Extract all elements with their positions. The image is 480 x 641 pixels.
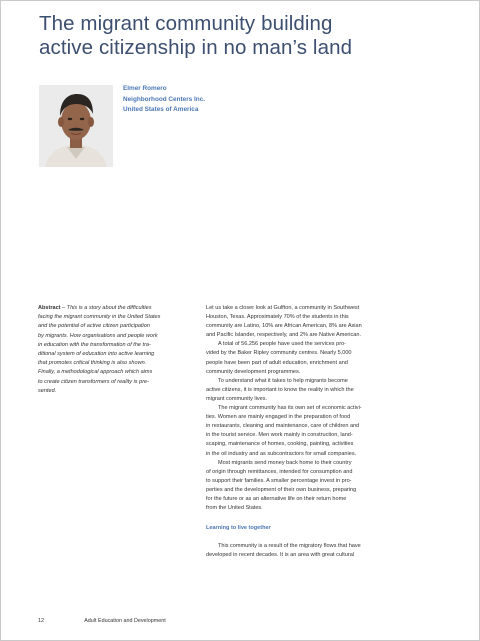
- body-line: ties. Women are mainly engaged in the preparation of food: [206, 414, 351, 421]
- body-line: for the future or as an alternative life on their return home: [206, 495, 347, 502]
- body-line: Most migrants send money back home to their country: [218, 459, 352, 466]
- abstract-line: that promotes critical thinking is also shown.: [38, 360, 147, 367]
- author-organization: Neighborhood Centers Inc.: [123, 95, 206, 103]
- abstract-line: Finally, a methodological approach which aims: [38, 369, 153, 376]
- author-country: United States of America: [123, 106, 199, 113]
- body-paragraph: [206, 542, 421, 560]
- page-number: 12: [38, 618, 44, 624]
- body-line: from the United States.: [206, 505, 263, 512]
- body-line: vided by the Baker Ripley community centres. Nearly 5,000: [206, 350, 352, 357]
- body-line: This community is a result of the migratory flows that have: [218, 543, 361, 550]
- body-line: in the oil industry and as subcontractors for small companies.: [206, 450, 357, 457]
- abstract-text: – This is a story about the difficulties: [60, 305, 152, 311]
- body-paragraph: [206, 340, 421, 376]
- article-title: [39, 12, 459, 60]
- body-paragraph: [206, 404, 421, 459]
- body-line: people have been part of adult education, enrichment and: [206, 359, 348, 366]
- title-line-1: The migrant community building: [39, 12, 333, 35]
- body-line: in restaurants, cleaning and maintenance, care of children and: [206, 423, 360, 430]
- body-line: perties and the development of their own business, preparing: [206, 486, 357, 493]
- page-footer: [38, 618, 166, 624]
- body-line: community development programmes.: [206, 368, 301, 375]
- body-line: scaping, maintenance of homes, cooking, painting, activities: [206, 441, 354, 448]
- body-line: community are Latino, 10% are African American, 8% are Asian: [206, 323, 362, 330]
- publication-name: Adult Education and Development: [84, 618, 166, 624]
- body-column: [206, 304, 421, 560]
- body-line: The migrant community has its own set of economic activi-: [218, 405, 362, 412]
- body-line: Let us take a closer look at Gulfton, a community in Southwest: [206, 305, 360, 311]
- body-line: active citizens, it is important to know the reality in which the: [206, 386, 354, 393]
- abstract-line: to create citizen transformers of reality is pre-: [38, 378, 149, 385]
- author-portrait-image: [39, 85, 113, 167]
- abstract-line: facing the migrant community in the United States: [38, 314, 161, 321]
- abstract-line: by migrants. How organisations and people work: [38, 332, 158, 339]
- author-info: [123, 84, 205, 116]
- body-line: and Pacific Islander, respectively, and 2% are Native American.: [206, 332, 361, 339]
- abstract-label: Abstract: [38, 305, 61, 311]
- abstract-line: sented.: [38, 387, 57, 394]
- author-name: Elmer Romero: [123, 85, 167, 92]
- body-paragraph: [206, 304, 421, 340]
- body-line: of origin through remittances, intended for consumption and: [206, 468, 353, 475]
- author-photo: [39, 85, 113, 167]
- body-paragraph: [206, 377, 421, 404]
- abstract-line: [38, 304, 197, 313]
- body-line: migrant community lives.: [206, 395, 268, 402]
- body-line: developed in recent decades. It is an area with great cultural: [206, 552, 355, 559]
- body-line: A total of 56,256 people have used the services pro-: [218, 341, 346, 348]
- abstract: [38, 304, 197, 396]
- body-line: To understand what it takes to help migrants become: [218, 377, 348, 384]
- abstract-line: and the potential of active citizen participation: [38, 323, 150, 330]
- body-paragraph: [206, 459, 421, 514]
- abstract-line: in education with the transformation of the tra-: [38, 341, 151, 348]
- title-line-2: active citizenship in no man’s land: [39, 36, 353, 59]
- body-line: Houston, Texas. Approximately 70% of the students in this: [206, 314, 349, 321]
- abstract-line: ditional system of education into active learning: [38, 351, 155, 358]
- body-line: in the tourist service. Men work mainly in construction, land-: [206, 432, 353, 439]
- body-line: to support their families. A smaller percentage invest in pro-: [206, 477, 352, 484]
- section-subheading: Learning to live together: [206, 525, 271, 532]
